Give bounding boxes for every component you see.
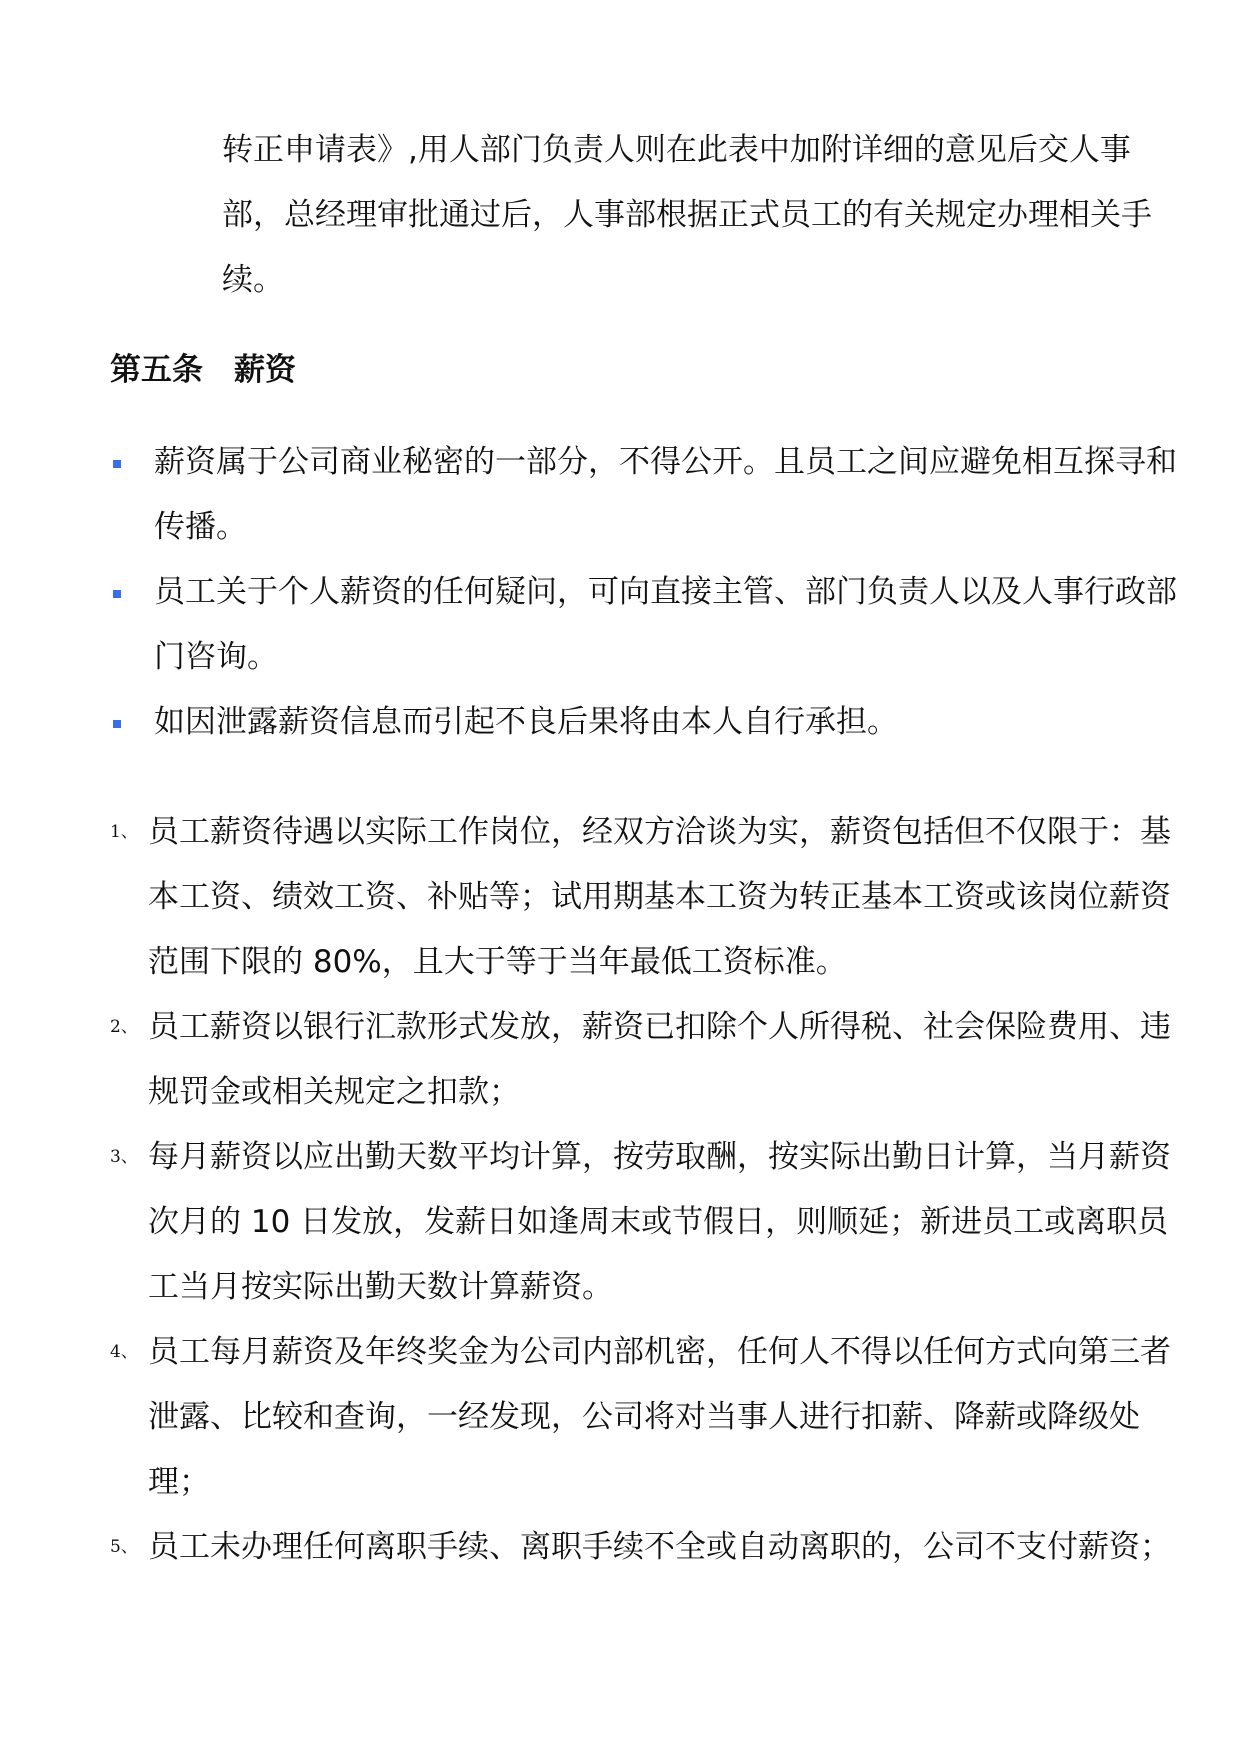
bullet-square-icon bbox=[113, 590, 121, 598]
bullet-item bbox=[110, 560, 1180, 690]
bullet-text: 薪资属于公司商业秘密的一部分，不得公开。且员工之间应避免相互探寻和传播。 bbox=[154, 444, 1177, 545]
bullet-text: 如因泄露薪资信息而引起不良后果将由本人自行承担。 bbox=[154, 704, 898, 740]
item-number: 1、 bbox=[110, 822, 138, 842]
bullet-square-icon bbox=[113, 720, 121, 728]
bullet-square-icon bbox=[113, 460, 121, 468]
item-number: 3、 bbox=[110, 1147, 138, 1167]
item-number: 2、 bbox=[110, 1017, 138, 1037]
item-text: 员工薪资待遇以实际工作岗位，经双方洽谈为实，薪资包括但不仅限于：基本工资、绩效工资、补贴等；试用期基本工资为转正基本工资或该岗位薪资范围下限的 80%，且大于等于当年最低工资标准。 bbox=[148, 814, 1171, 980]
numbered-item bbox=[110, 1320, 1185, 1515]
bullet-item bbox=[110, 430, 1180, 560]
bullet-item bbox=[110, 690, 1180, 755]
item-number: 4、 bbox=[110, 1342, 138, 1362]
item-text: 员工未办理任何离职手续、离职手续不全或自动离职的，公司不支付薪资； bbox=[148, 1529, 1171, 1565]
numbered-item bbox=[110, 1515, 1185, 1580]
numbered-list bbox=[110, 800, 1185, 1580]
item-number: 5、 bbox=[110, 1537, 138, 1557]
item-text: 员工薪资以银行汇款形式发放，薪资已扣除个人所得税、社会保险费用、违规罚金或相关规定之扣款； bbox=[148, 1009, 1171, 1110]
numbered-item bbox=[110, 1125, 1185, 1320]
intro-paragraph: 转正申请表》,用人部门负责人则在此表中加附详细的意见后交人事部，总经理审批通过后，人事部根据正式员工的有关规定办理相关手续。 bbox=[222, 132, 1152, 298]
bullet-list bbox=[110, 430, 1180, 755]
numbered-item bbox=[110, 995, 1185, 1125]
section-heading: 第五条 薪资 bbox=[110, 352, 296, 388]
numbered-item bbox=[110, 800, 1185, 995]
item-text: 每月薪资以应出勤天数平均计算，按劳取酬，按实际出勤日计算，当月薪资次月的 10 日发放，发薪日如逢周末或节假日，则顺延；新进员工或离职员工当月按实际出勤天数计算薪资。 bbox=[148, 1139, 1171, 1305]
item-text: 员工每月薪资及年终奖金为公司内部机密，任何人不得以任何方式向第三者泄露、比较和查询，一经发现，公司将对当事人进行扣薪、降薪或降级处理； bbox=[148, 1334, 1171, 1500]
bullet-text: 员工关于个人薪资的任何疑问，可向直接主管、部门负责人以及人事行政部门咨询。 bbox=[154, 574, 1177, 675]
